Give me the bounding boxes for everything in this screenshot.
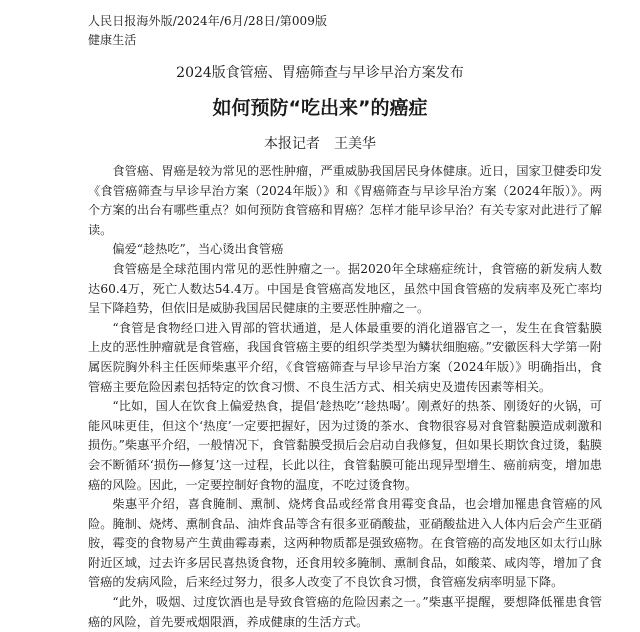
paragraph-intro: 食管癌、胃癌是较为常见的恶性肿瘤，严重威胁我国居民身体健康。近日，国家卫健委印发《食管癌筛查与早诊早治方案（2024年版）》和《胃癌筛查与早诊早治方案（2024年版）》。两个方案的出台有哪些重点？如何预防食管癌和胃癌？怎样才能早诊早治？有关专家对此进行了解读。 (88, 164, 602, 237)
article-title: 如何预防“吃出来”的癌症 (212, 97, 428, 119)
section-heading: 偏爱“趁热吃”，当心烫出食管癌 (112, 242, 284, 257)
article-body (88, 162, 602, 632)
paragraph: 食管癌是全球范围内常见的恶性肿瘤之一。据2020年全球癌症统计，食管癌的新发病人数达60.4万，死亡人数达54.4万。中国是食管癌高发地区，虽然中国食管癌的发病率及死亡率均呈下降趋势，但依旧是威胁我国居民健康的主要恶性肿瘤之一。 (88, 261, 602, 316)
paragraph: “食管是食物经口进入胃部的管状通道，是人体最重要的消化道器官之一，发生在食管黏膜上皮的恶性肿瘤就是食管癌，我国食管癌主要的组织学类型为鳞状细胞癌。”安徽医科大学第一附属医院胸外科主任医师柴惠平介绍，《食管癌筛查与早诊早治方案（2024年版）》明确指出，食管癌主要危险因素包括特定的饮食习惯、不良生活方式、相关病史及遗传因素等相关。 (88, 320, 602, 394)
publication-source: 人民日报海外版/2024年/6月/28日/第009版 (88, 14, 328, 28)
paragraph: “比如，国人在饮食上偏爱热食，提倡‘趁热吃’‘趁热喝’。刚煮好的热茶、刚烫好的火锅，可能风味更佳，但这个‘热度’一定要把握好，因为过烫的茶水、食物很容易对食管黏膜造成刺激和损伤。”柴惠平介绍，一般情况下，食管黏膜受损后会启动自我修复，但如果长期饮食过烫，黏膜会不断循环‘损伤—修复’这一过程，长此以往，食管黏膜可能出现异型增生、癌前病变，增加患癌的风险。因此，一定要控制好食物的温度，不吃过烫食物。 (88, 399, 602, 492)
section-label: 健康生活 (88, 33, 137, 47)
article-byline: 本报记者 王美华 (264, 136, 376, 152)
article-subtitle: 2024版食管癌、胃癌筛查与早诊早治方案发布 (176, 65, 464, 81)
paragraph: “此外，吸烟、过度饮酒也是导致食管癌的危险因素之一。”柴惠平提醒，要想降低罹患食管癌的风险，首先要戒烟限酒，养成健康的生活方式。 (88, 595, 602, 629)
paragraph: 柴惠平介绍，喜食腌制、熏制、烧烤食品或经常食用霉变食品，也会增加罹患食管癌的风险。腌制、烧烤、熏制食品、油炸食品等含有很多亚硝酸盐，亚硝酸盐进入人体内后会产生亚硝胺，霉变的食物易产生黄曲霉毒素，这两种物质都是强致癌物。在食管癌的高发地区如太行山脉附近区域，过去许多居民喜热烫食物，还食用较多腌制、熏制食品，如酸菜、咸肉等，增加了食管癌的发病风险，后来经过努力，很多人改变了不良饮食习惯，食管癌发病率明显下降。 (88, 497, 602, 590)
